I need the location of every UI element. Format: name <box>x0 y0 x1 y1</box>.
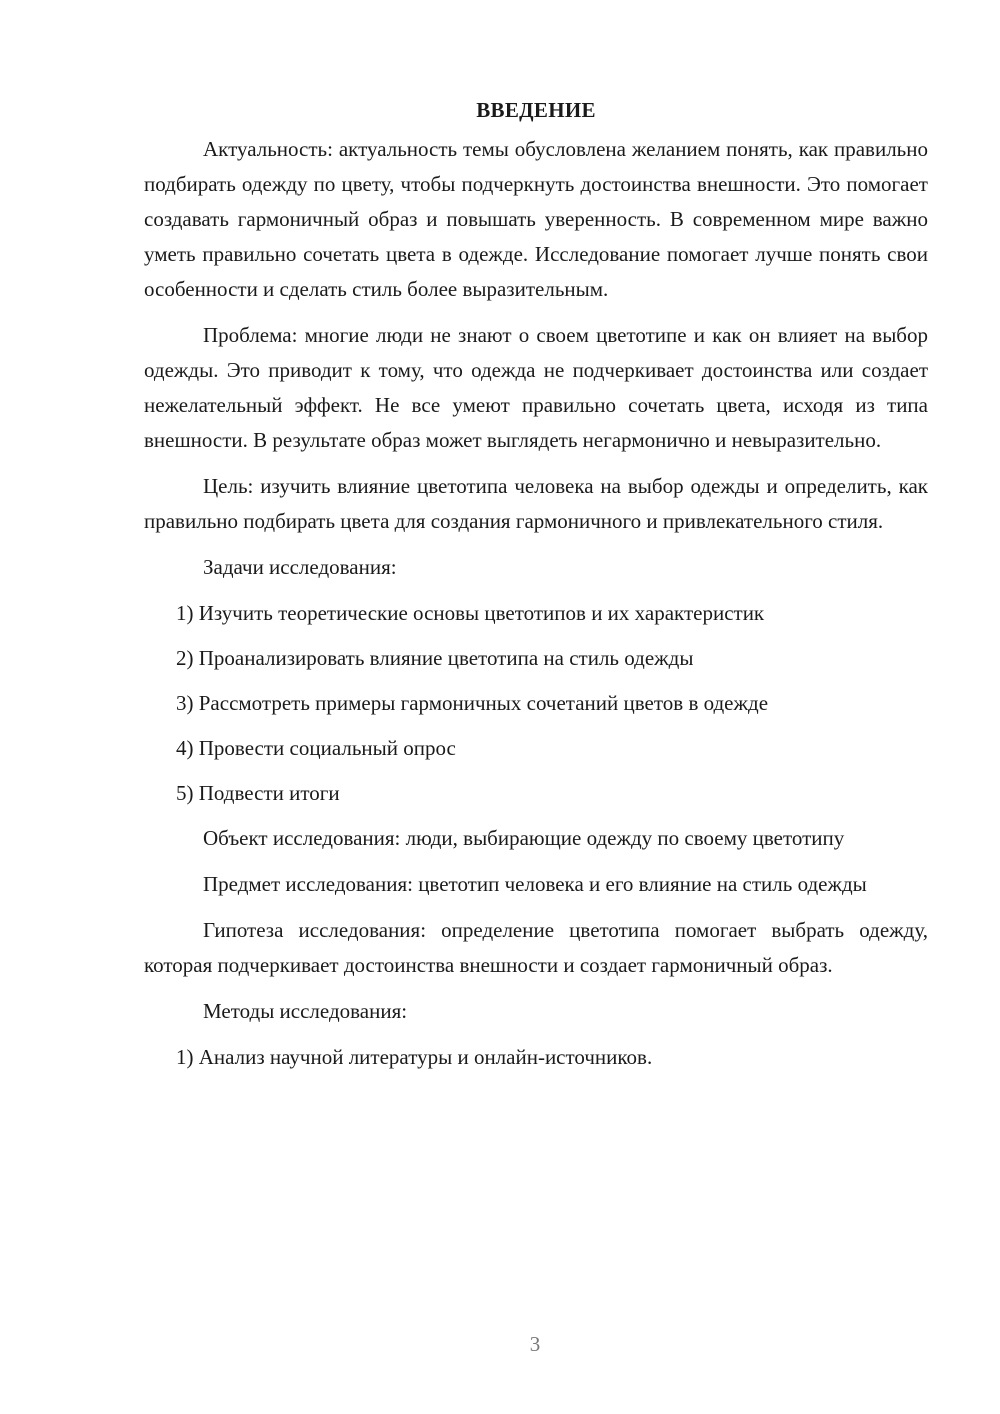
problem-paragraph: Проблема: многие люди не знают о своем цветотипе и как он влияет на выбор одежды. Это приводит к тому, что одежда не подчеркивает достоинства или создает нежелательный эффект. Не все умеют правильно сочетать цвета, исходя из типа внешности. В результате образ может выглядеть негармонично и невыразительно. <box>144 323 928 452</box>
methods-list <box>144 1040 928 1075</box>
tasks-list <box>144 596 928 811</box>
task-item: 4) Провести социальный опрос <box>176 736 456 760</box>
relevance-paragraph: Актуальность: актуальность темы обусловлена желанием понять, как правильно подбирать одежду по цвету, чтобы подчеркнуть достоинства внешности. Это помогает создавать гармоничный образ и повышать уверенность. В современном мире важно уметь правильно сочетать цвета в одежде. Исследование помогает лучше понять свои особенности и сделать стиль более выразительным. <box>144 137 928 301</box>
task-item: 5) Подвести итоги <box>176 781 340 805</box>
task-item: 1) Изучить теоретические основы цветотипов и их характеристик <box>176 601 765 625</box>
object-paragraph: Объект исследования: люди, выбирающие одежду по своему цветотипу <box>203 826 845 850</box>
subject-paragraph: Предмет исследования: цветотип человека и его влияние на стиль одежды <box>203 872 867 896</box>
task-item: 2) Проанализировать влияние цветотипа на стиль одежды <box>176 646 694 670</box>
goal-paragraph: Цель: изучить влияние цветотипа человека на выбор одежды и определить, как правильно подбирать цвета для создания гармоничного и привлекательного стиля. <box>144 474 928 533</box>
task-item: 3) Рассмотреть примеры гармоничных сочетаний цветов в одежде <box>176 691 769 715</box>
page-number: 3 <box>529 1332 541 1356</box>
methods-heading: Методы исследования: <box>203 999 408 1023</box>
method-item: 1) Анализ научной литературы и онлайн-источников. <box>176 1045 653 1069</box>
document-page <box>144 96 928 1085</box>
hypothesis-paragraph: Гипотеза исследования: определение цветотипа помогает выбрать одежду, которая подчеркивает достоинства внешности и создает гармоничный образ. <box>144 918 928 977</box>
document-title: ВВЕДЕНИЕ <box>476 98 596 122</box>
tasks-heading: Задачи исследования: <box>203 555 397 579</box>
